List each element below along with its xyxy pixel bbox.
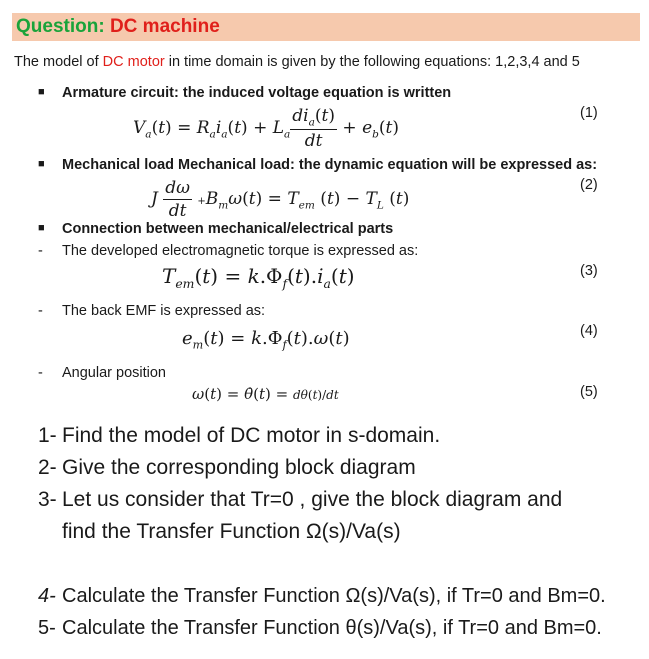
- task-3-continued: find the Transfer Function Ω(s)/Va(s): [62, 520, 401, 543]
- equation-2: J $\frac{d\omega}{dt}$ $+B_m\omega(t) = T_{em}$ $(t) - T_L$ (t): [151, 178, 410, 221]
- equation-3: $T_{em}(t) = k.\Phi_f(t).i_a(t)$: [162, 264, 355, 291]
- section-armature-label: Armature circuit: the induced voltage equation is written: [62, 85, 452, 101]
- task-2-number: 2-: [38, 456, 57, 479]
- task-5-number: 5-: [38, 617, 56, 639]
- task-1-number: 1-: [38, 424, 57, 447]
- item-angular-label: Angular position: [62, 365, 166, 381]
- item-emf-label: The back EMF is expressed as:: [62, 303, 266, 319]
- task-3-number: 3-: [38, 488, 57, 511]
- task-3-text: Let us consider that Tr=0 , give the block diagram and: [62, 488, 563, 511]
- bullet-square-icon: ■: [38, 222, 45, 234]
- section-armature: [38, 85, 451, 101]
- equation-number-2: (2): [580, 177, 598, 193]
- task-2-text: Give the corresponding block diagram: [62, 456, 416, 479]
- item-torque: [38, 243, 418, 259]
- equation-number-4: (4): [580, 323, 598, 339]
- item-angular: [38, 365, 166, 381]
- question-label: Question:: [16, 16, 105, 37]
- dash-marker: -: [38, 365, 43, 381]
- equation-1: $V_a(t) = R_ai_a(t) + L_a$ $\frac{di_a(t)}{dt}$ + $e_b(t)$: [133, 106, 400, 152]
- section-connection-label: Connection between mechanical/electrical parts: [62, 221, 394, 237]
- section-mechanical-label: Mechanical load Mechanical load: the dynamic equation will be expressed as:: [62, 157, 598, 173]
- task-5: [38, 617, 602, 640]
- equation-number-5: (5): [580, 384, 598, 400]
- equation-4: $e_m(t) = k.\Phi_f(t).\omega(t)$: [182, 328, 350, 352]
- bullet-square-icon: ■: [38, 86, 45, 98]
- task-3: [38, 488, 562, 512]
- question-title-bar: [12, 13, 640, 41]
- question-title: [16, 16, 220, 38]
- task-2: [38, 456, 416, 480]
- section-connection: [38, 221, 393, 237]
- bullet-square-icon: ■: [38, 158, 45, 170]
- section-mechanical: [38, 157, 597, 173]
- item-emf: [38, 303, 265, 319]
- task-4: [38, 585, 606, 608]
- intro-after: in time domain is given by the following equations: 1,2,3,4 and 5: [164, 54, 580, 70]
- task-1-text: Find the model of DC motor in s-domain.: [62, 424, 441, 447]
- task-4-number: 4-: [38, 585, 56, 607]
- task-4-text: Calculate the Transfer Function Ω(s)/Va(s), if Tr=0 and Bm=0.: [62, 585, 606, 607]
- question-topic: DC machine: [109, 16, 220, 37]
- intro-highlight: DC motor: [102, 54, 165, 70]
- item-torque-label: The developed electromagnetic torque is expressed as:: [62, 243, 419, 259]
- equation-5: ω(t) = θ̇(t) = dθ(t)/dt: [192, 385, 339, 403]
- intro-before: The model of: [14, 54, 103, 70]
- intro-text: [14, 54, 580, 70]
- task-5-text: Calculate the Transfer Function θ(s)/Va(s), if Tr=0 and Bm=0.: [62, 617, 602, 639]
- task-1: [38, 424, 440, 448]
- equation-number-1: (1): [580, 105, 598, 121]
- dash-marker: -: [38, 243, 43, 259]
- equation-number-3: (3): [580, 263, 598, 279]
- dash-marker: -: [38, 303, 43, 319]
